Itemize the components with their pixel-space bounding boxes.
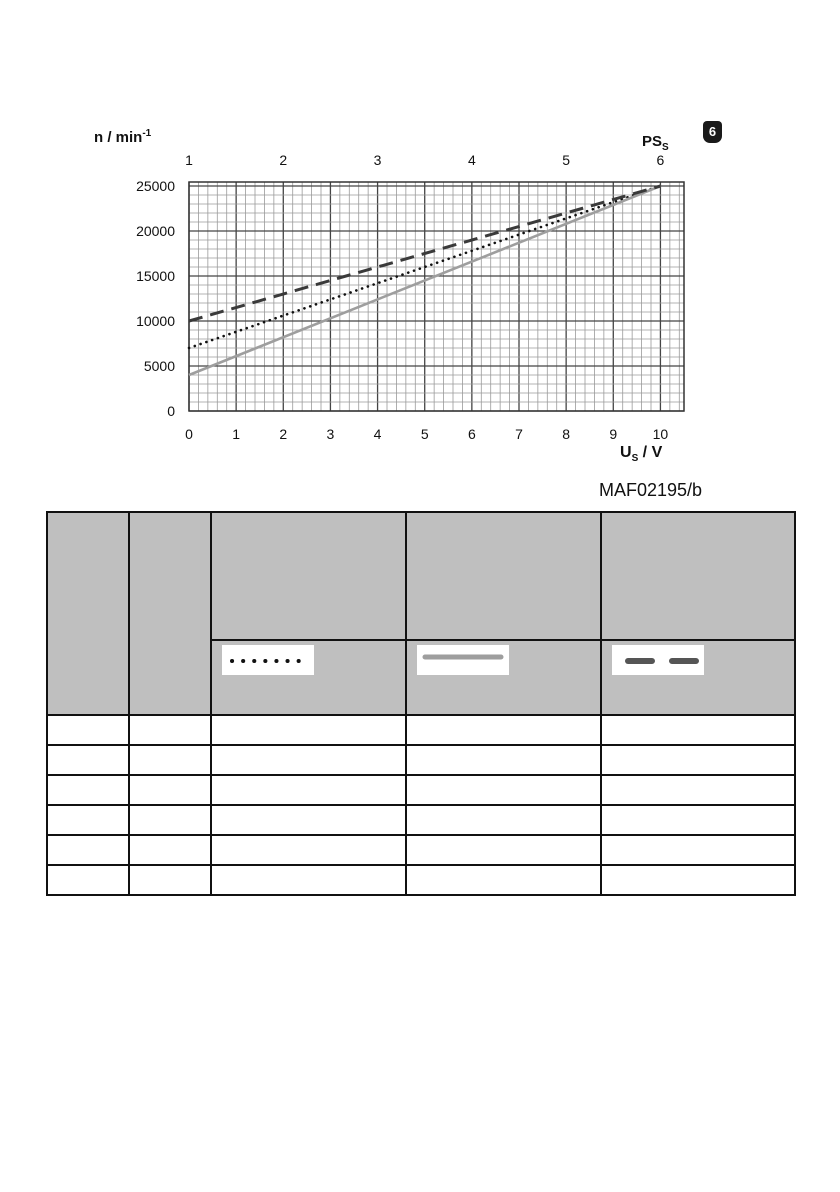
y-tick-label: 25000 [136,178,175,194]
table-cell [601,775,795,805]
x-tick-label: 1 [232,426,241,442]
top-tick-label: 5 [562,152,571,168]
x-tick-label: 2 [279,426,288,442]
top-tick-label: 6 [656,152,665,168]
table-cell [601,745,795,775]
table-cell [211,775,406,805]
table-cell [129,835,211,865]
speed-voltage-chart [0,0,840,480]
table-cell [406,835,601,865]
table-row [47,775,795,805]
top-tick-label: 4 [467,152,476,168]
y-tick-label: 5000 [143,358,175,374]
table-cell [47,745,129,775]
table-cell [129,775,211,805]
table-cell [406,775,601,805]
y-tick-label: 20000 [136,223,175,239]
table-cell [129,745,211,775]
table-cell [47,775,129,805]
table-cell [601,865,795,895]
x-tick-label: 10 [652,426,669,442]
x-tick-label: 6 [467,426,476,442]
table-cell [601,805,795,835]
table-cell [47,835,129,865]
header-cell-2 [129,512,211,715]
table-row [47,865,795,895]
spec-table [46,511,796,896]
top-tick-label: 2 [279,152,288,168]
figure-code: MAF02195/b [599,480,703,500]
top-tick-label: 1 [185,152,193,168]
table-cell [406,805,601,835]
x-tick-label: 3 [326,426,335,442]
x-tick-label: 4 [373,426,382,442]
table-cell [601,715,795,745]
table-cell [406,715,601,745]
chart-grid [189,182,684,411]
legend-cell-dotted [211,640,406,715]
y-tick-label: 0 [167,403,175,419]
table-row [47,745,795,775]
legend-swatch-solid [417,645,509,675]
y-tick-label: 15000 [136,268,175,284]
table-row [47,715,795,745]
table-row [47,805,795,835]
table-cell [211,835,406,865]
x-tick-label: 9 [609,426,618,442]
x-tick-label: 0 [185,426,193,442]
table-cell [211,715,406,745]
top-tick-label: 3 [373,152,382,168]
figure-number-badge: 6 [703,121,722,143]
top-axis-title: $PS_S$ [642,133,669,153]
header-cell-5 [601,512,795,640]
x-tick-label: 7 [515,426,523,442]
header-cell-1 [47,512,129,715]
table-cell [47,715,129,745]
legend-cell-solid [406,640,601,715]
plot-area [189,182,684,411]
table-cell [129,715,211,745]
x-tick-label: 8 [562,426,571,442]
table-cell [47,805,129,835]
x-tick-label: 5 [420,426,429,442]
table-cell [406,745,601,775]
header-cell-3 [211,512,406,640]
table-cell [211,865,406,895]
table-cell [129,805,211,835]
table-cell [129,865,211,895]
table-cell [47,865,129,895]
legend-swatch-dashed [612,645,704,675]
table-cell [211,805,406,835]
x-axis-title: $U_S$ / V [620,444,663,465]
table-row [47,835,795,865]
table-cell [406,865,601,895]
table-cell [211,745,406,775]
header-cell-4 [406,512,601,640]
y-tick-label: 10000 [136,313,175,329]
y-axis-title: n / $\min^{-1}$ [94,128,152,146]
legend-cell-dashed [601,640,795,715]
legend-swatch-dotted [222,645,314,675]
table-cell [601,835,795,865]
